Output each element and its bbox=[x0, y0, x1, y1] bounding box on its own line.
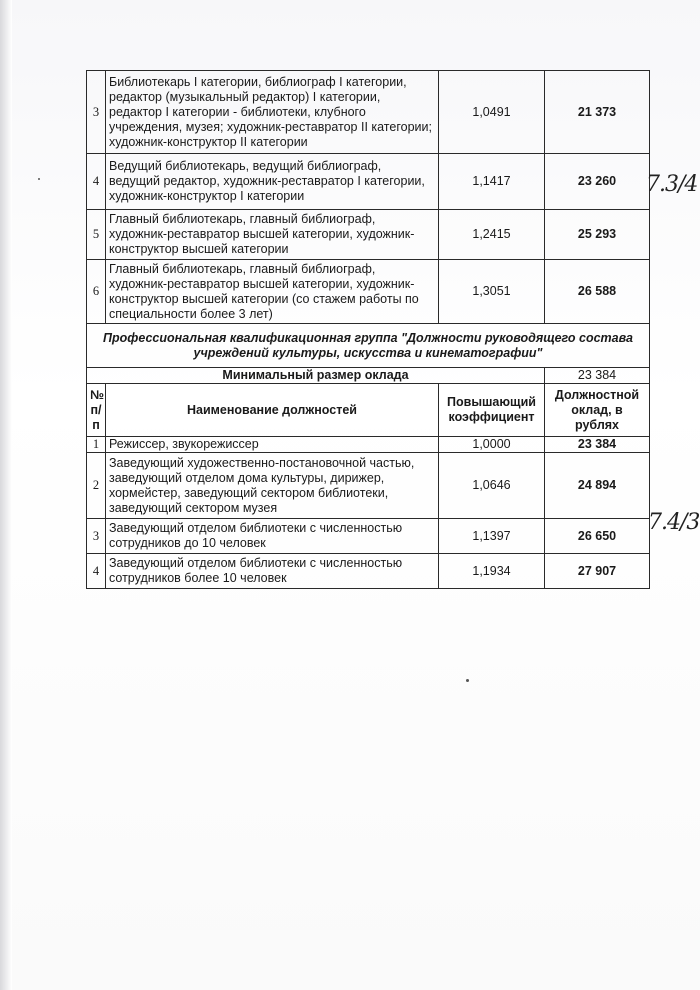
coefficient: 1,3051 bbox=[439, 260, 545, 324]
position-name: Заведующий художественно-постановочной частью, заведующий отделом дома культуры, дирижер, хормейстер, заведующий сектором библиотеки, заведующий сектором музея bbox=[106, 453, 439, 519]
header-number: № п/п bbox=[87, 384, 106, 437]
table-row bbox=[87, 210, 650, 260]
group-heading-row bbox=[87, 324, 650, 368]
min-salary-label: Минимальный размер оклада bbox=[87, 368, 545, 384]
salary: 25 293 bbox=[545, 210, 650, 260]
group-title: Профессиональная квалификационная группа "Должности руководящего состава учреждений культуры, искусства и кинематографии" bbox=[87, 324, 650, 368]
coefficient: 1,0491 bbox=[439, 71, 545, 154]
salary: 26 588 bbox=[545, 260, 650, 324]
position-name: Ведущий библиотекарь, ведущий библиограф, ведущий редактор, художник-реставратор I категории, художник-конструктор I категории bbox=[106, 154, 439, 210]
min-salary-value: 23 384 bbox=[545, 368, 650, 384]
min-salary-row bbox=[87, 368, 650, 384]
table-row bbox=[87, 154, 650, 210]
handwritten-note: 7.4/3 bbox=[648, 510, 700, 535]
row-number: 6 bbox=[87, 260, 106, 324]
header-coefficient: Повышающий коэффициент bbox=[439, 384, 545, 437]
row-number: 3 bbox=[87, 519, 106, 554]
header-name: Наименование должностей bbox=[106, 384, 439, 437]
table-row bbox=[87, 519, 650, 554]
position-name: Главный библиотекарь, главный библиограф, художник-реставратор высшей категории, художник-конструктор высшей категории (со стажем работы по специальности более 3 лет) bbox=[106, 260, 439, 324]
table-row bbox=[87, 260, 650, 324]
coefficient: 1,1934 bbox=[439, 554, 545, 589]
coefficient: 1,2415 bbox=[439, 210, 545, 260]
salary: 26 650 bbox=[545, 519, 650, 554]
row-number: 2 bbox=[87, 453, 106, 519]
row-number: 5 bbox=[87, 210, 106, 260]
row-number: 4 bbox=[87, 554, 106, 589]
row-number: 1 bbox=[87, 437, 106, 453]
position-name: Заведующий отделом библиотеки с численностью сотрудников более 10 человек bbox=[106, 554, 439, 589]
coefficient: 1,0000 bbox=[439, 437, 545, 453]
scan-speck bbox=[38, 178, 40, 180]
row-number: 4 bbox=[87, 154, 106, 210]
header-salary: Должностной оклад, в рублях bbox=[545, 384, 650, 437]
row-number: 3 bbox=[87, 71, 106, 154]
salary: 21 373 bbox=[545, 71, 650, 154]
coefficient: 1,1417 bbox=[439, 154, 545, 210]
table-row bbox=[87, 554, 650, 589]
coefficient: 1,1397 bbox=[439, 519, 545, 554]
table-row bbox=[87, 453, 650, 519]
salary-table bbox=[86, 70, 650, 589]
salary: 27 907 bbox=[545, 554, 650, 589]
table-row bbox=[87, 437, 650, 453]
position-name: Режиссер, звукорежиссер bbox=[106, 437, 439, 453]
scan-edge-shadow bbox=[0, 0, 12, 990]
scan-speck bbox=[466, 679, 469, 682]
position-name: Библиотекарь I категории, библиограф I категории, редактор (музыкальный редактор) I категории, редактор I категории - библиотеки, клубного учреждения, музея; художник-реставратор II категории; художник-конструктор II категории bbox=[106, 71, 439, 154]
coefficient: 1,0646 bbox=[439, 453, 545, 519]
handwritten-note: 7.3/4 bbox=[646, 172, 698, 197]
table-row bbox=[87, 71, 650, 154]
table-header-row bbox=[87, 384, 650, 437]
position-name: Заведующий отделом библиотеки с численностью сотрудников до 10 человек bbox=[106, 519, 439, 554]
salary: 24 894 bbox=[545, 453, 650, 519]
salary: 23 384 bbox=[545, 437, 650, 453]
position-name: Главный библиотекарь, главный библиограф, художник-реставратор высшей категории, художник-конструктор высшей категории bbox=[106, 210, 439, 260]
salary: 23 260 bbox=[545, 154, 650, 210]
